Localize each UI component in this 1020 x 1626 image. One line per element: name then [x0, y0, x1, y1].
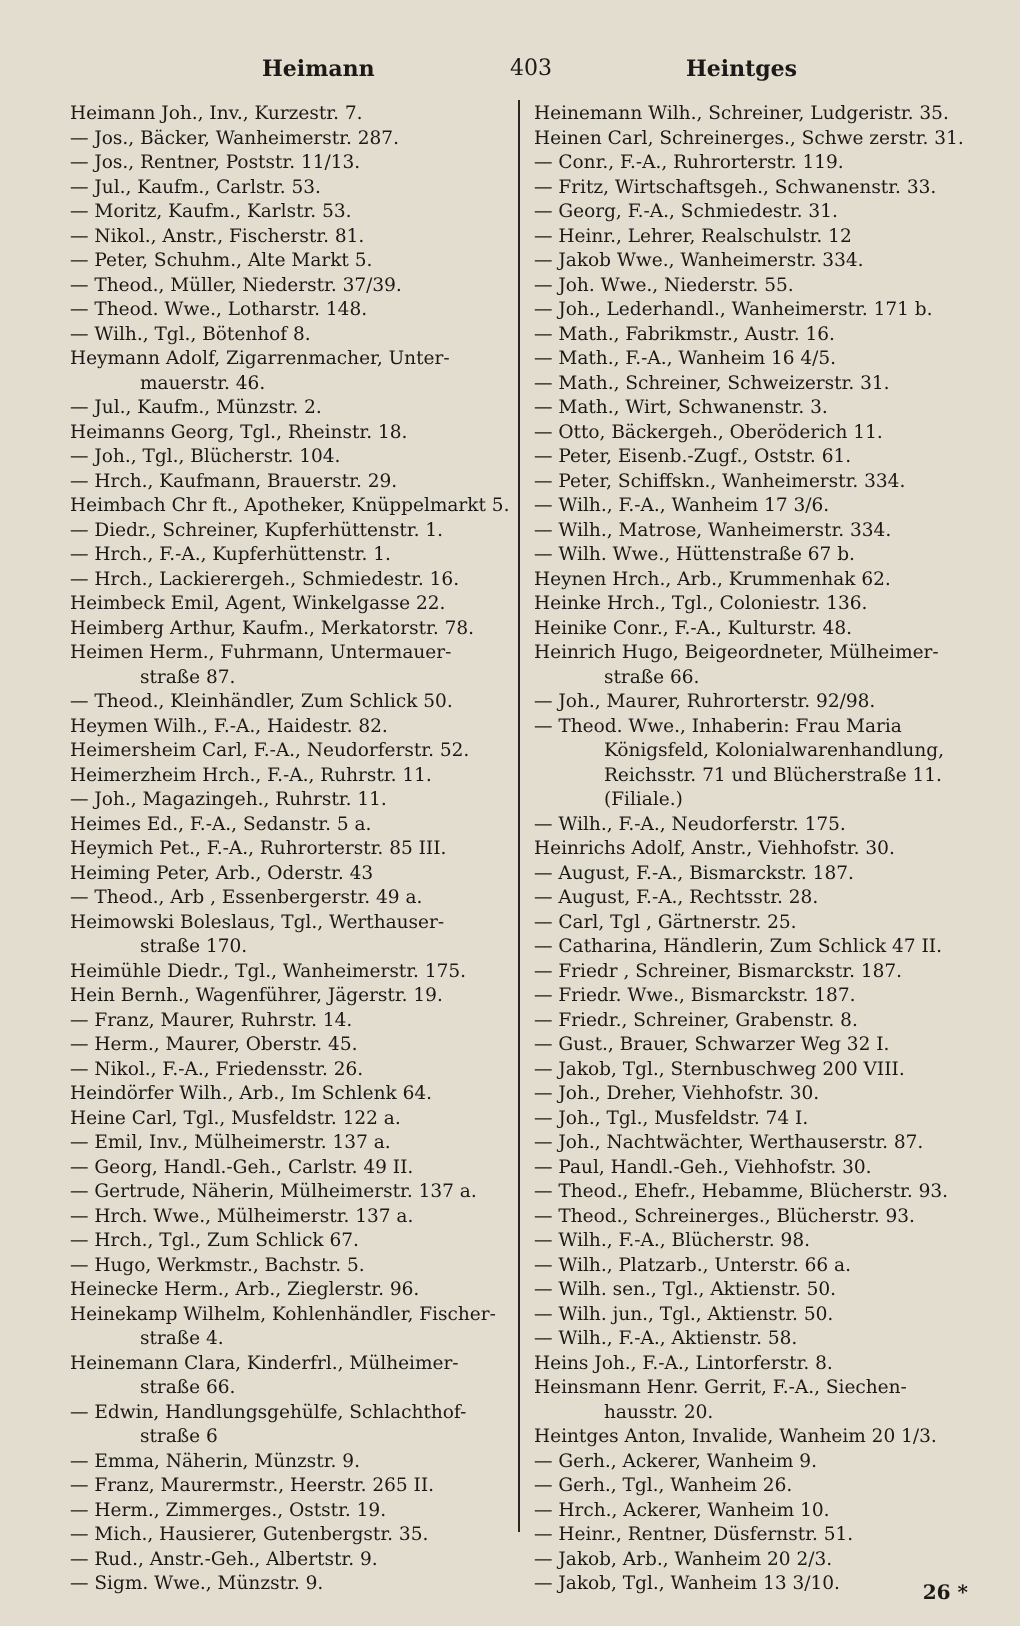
- entry-line: Heinke Hrch., Tgl., Coloniestr. 136.: [534, 593, 868, 614]
- directory-entry: [70, 1303, 500, 1352]
- entry-line: — Diedr., Schreiner, Kupferhüttenstr. 1.: [70, 519, 443, 541]
- entry-line: Heimowski Boleslaus, Tgl., Werthauser-: [70, 911, 445, 933]
- directory-entry: [70, 984, 500, 1009]
- entry-line: — Wilh., Platzarb., Unterstr. 66 a.: [534, 1254, 851, 1276]
- directory-entry: [70, 862, 500, 887]
- directory-entry: [70, 886, 500, 911]
- entry-line: — Joh., Tgl., Blücherstr. 104.: [70, 446, 341, 467]
- entry-line: — Otto, Bäckergeh., Oberöderich 11.: [534, 421, 883, 443]
- directory-entry: [534, 225, 970, 250]
- directory-entry: [534, 445, 970, 470]
- directory-entry: [534, 911, 970, 936]
- entry-line: — Gerh., Ackerer, Wanheim 9.: [534, 1450, 817, 1472]
- entry-line: — Rud., Anstr.-Geh., Albertstr. 9.: [70, 1548, 378, 1570]
- directory-entry: [70, 151, 500, 176]
- entry-line: — Gerh., Tgl., Wanheim 26.: [534, 1475, 793, 1496]
- entry-line: Heinrichs Adolf, Anstr., Viehhofstr. 30.: [534, 838, 895, 859]
- directory-entry: [70, 690, 500, 715]
- directory-entry: [534, 249, 970, 274]
- directory-entry: [534, 592, 970, 617]
- entry-line: — Joh., Dreher, Viehhofstr. 30.: [534, 1083, 820, 1104]
- directory-entry: [534, 1254, 970, 1279]
- entry-line: Heymann Adolf, Zigarrenmacher, Unter-: [70, 348, 450, 369]
- entry-line: Heimberg Arthur, Kaufm., Merkatorstr. 78.: [70, 617, 475, 639]
- directory-entry: [534, 519, 970, 544]
- directory-entry: [534, 298, 970, 323]
- entry-line: — Gertrude, Näherin, Mülheimerstr. 137 a.: [70, 1181, 477, 1202]
- entry-line: — Hrch. Wwe., Mülheimerstr. 137 a.: [70, 1205, 414, 1227]
- entry-line: — Jakob, Tgl., Wanheim 13 3/10.: [534, 1573, 840, 1594]
- entry-line: — Mich., Hausierer, Gutenbergstr. 35.: [70, 1524, 429, 1545]
- directory-entry: [534, 1156, 970, 1181]
- entry-line: — Catharina, Händlerin, Zum Schlick 47 II.: [534, 936, 942, 957]
- directory-entry: [534, 568, 970, 593]
- directory-entry: [70, 519, 500, 544]
- directory-entry: [534, 127, 970, 152]
- directory-entry: [70, 764, 500, 789]
- directory-entry: [70, 1156, 500, 1181]
- directory-entry: [70, 1499, 500, 1524]
- entry-continuation: mauerstr. 46.: [140, 372, 266, 394]
- directory-entry: [534, 1131, 970, 1156]
- directory-entry: [70, 176, 500, 201]
- entry-line: — Hrch., Lackierergeh., Schmiedestr. 16.: [70, 568, 460, 590]
- directory-entry: [534, 1352, 970, 1377]
- entry-line: — Heinr., Rentner, Düsfernstr. 51.: [534, 1524, 854, 1545]
- entry-line: Heintges Anton, Invalide, Wanheim 20 1/3.: [534, 1426, 937, 1447]
- entry-line: — Herm., Maurer, Oberstr. 45.: [70, 1034, 358, 1055]
- directory-entry: [70, 1401, 500, 1450]
- entry-line: Heimbeck Emil, Agent, Winkelgasse 22.: [70, 593, 446, 614]
- directory-entry: [70, 470, 500, 495]
- entry-line: — Wilh., F.-A., Aktienstr. 58.: [534, 1328, 798, 1349]
- directory-entry: [70, 102, 500, 127]
- entry-line: Heimanns Georg, Tgl., Rheinstr. 18.: [70, 421, 408, 443]
- page-number: 403: [510, 56, 552, 81]
- entry-line: — Theod., Arb , Essenbergerstr. 49 a.: [70, 887, 423, 908]
- entry-line: — Franz, Maurer, Ruhrstr. 14.: [70, 1009, 353, 1031]
- directory-entry: [534, 102, 970, 127]
- directory-entry: [534, 1009, 970, 1034]
- directory-entry: [70, 1082, 500, 1107]
- directory-entry: [534, 862, 970, 887]
- entry-line: — Jul., Kaufm., Münzstr. 2.: [70, 397, 322, 418]
- entry-line: — Theod., Ehefr., Hebamme, Blücherstr. 93.: [534, 1181, 949, 1202]
- entry-line: — Joh., Nachtwächter, Werthauserstr. 87.: [534, 1132, 924, 1153]
- directory-entry: [70, 1523, 500, 1548]
- directory-entry: [534, 470, 970, 495]
- entry-line: — Math., Schreiner, Schweizerstr. 31.: [534, 372, 890, 394]
- entry-line: — Jos., Bäcker, Wanheimerstr. 287.: [70, 127, 399, 149]
- entry-line: — Theod., Kleinhändler, Zum Schlick 50.: [70, 691, 453, 712]
- entry-line: Heynen Hrch., Arb., Krummenhak 62.: [534, 568, 891, 590]
- entry-line: — Hrch., Kaufmann, Brauerstr. 29.: [70, 470, 398, 492]
- entry-line: — August, F.-A., Bismarckstr. 187.: [534, 862, 854, 884]
- entry-line: — August, F.-A., Rechtsstr. 28.: [534, 887, 819, 908]
- entry-line: Heimühle Diedr., Tgl., Wanheimerstr. 175.: [70, 960, 467, 982]
- entry-line: Heimann Joh., Inv., Kurzestr. 7.: [70, 103, 363, 124]
- entry-line: — Friedr. Wwe., Bismarckstr. 187.: [534, 985, 856, 1006]
- entry-line: Hein Bernh., Wagenführer, Jägerstr. 19.: [70, 985, 443, 1006]
- directory-entry: [70, 347, 500, 396]
- entry-continuation: (Filiale.): [604, 789, 683, 810]
- entry-line: Heinekamp Wilhelm, Kohlenhändler, Fischer-: [70, 1303, 496, 1325]
- directory-entry: [70, 1229, 500, 1254]
- entry-line: — Peter, Schiffskn., Wanheimerstr. 334.: [534, 470, 906, 492]
- entry-line: — Wilh., F.-A., Neudorferstr. 175.: [534, 813, 846, 835]
- entry-continuation: straße 66.: [140, 1377, 236, 1398]
- entry-line: — Wilh., Matrose, Wanheimerstr. 334.: [534, 519, 892, 541]
- entry-line: — Hugo, Werkmstr., Bachstr. 5.: [70, 1254, 365, 1276]
- directory-entry: [534, 1229, 970, 1254]
- directory-entry: [70, 494, 510, 519]
- directory-entry: [534, 960, 970, 985]
- directory-entry: [70, 837, 500, 862]
- directory-entry: [534, 1082, 970, 1107]
- directory-entry: [70, 617, 500, 642]
- entry-line: — Emma, Näherin, Münzstr. 9.: [70, 1450, 360, 1472]
- entry-line: — Wilh., Tgl., Bötenhof 8.: [70, 323, 311, 345]
- entry-line: — Math., F.-A., Wanheim 16 4/5.: [534, 348, 837, 369]
- entry-line: — Georg, Handl.-Geh., Carlstr. 49 II.: [70, 1156, 414, 1178]
- entry-line: — Friedr , Schreiner, Bismarckstr. 187.: [534, 960, 903, 982]
- entry-line: Heimen Herm., Fuhrmann, Untermauer-: [70, 642, 452, 663]
- entry-line: — Gust., Brauer, Schwarzer Weg 32 I.: [534, 1034, 890, 1055]
- directory-entry: [534, 886, 970, 911]
- directory-entry: [70, 715, 500, 740]
- directory-entry: [70, 1033, 500, 1058]
- directory-entry: [70, 911, 500, 960]
- directory-entry: [70, 1009, 500, 1034]
- directory-entry: [534, 935, 970, 960]
- entry-line: Heins Joh., F.-A., Lintorferstr. 8.: [534, 1352, 833, 1374]
- entry-line: Heimes Ed., F.-A., Sedanstr. 5 a.: [70, 813, 372, 835]
- directory-entry: [534, 1523, 970, 1548]
- entry-line: — Theod. Wwe., Inhaberin: Frau Maria: [534, 715, 902, 737]
- entry-line: — Theod., Müller, Niederstr. 37/39.: [70, 274, 402, 296]
- entry-line: — Joh. Wwe., Niederstr. 55.: [534, 274, 794, 296]
- directory-entry: [534, 984, 970, 1009]
- entry-line: Heimersheim Carl, F.-A., Neudorferstr. 52.: [70, 740, 470, 761]
- directory-entry: [70, 1180, 500, 1205]
- entry-line: Heymen Wilh., F.-A., Haidestr. 82.: [70, 715, 388, 737]
- directory-entry: [534, 837, 970, 862]
- entry-line: Heymich Pet., F.-A., Ruhrorterstr. 85 III.: [70, 838, 447, 859]
- entry-continuation: straße 170.: [140, 936, 248, 957]
- entry-continuation: straße 6: [140, 1426, 218, 1447]
- header-right-keyword: Heintges: [686, 56, 798, 82]
- directory-entry: [70, 274, 500, 299]
- directory-entry: [534, 274, 970, 299]
- page-header: [70, 56, 950, 88]
- directory-entry: [70, 1548, 500, 1573]
- entry-line: — Wilh., F.-A., Blücherstr. 98.: [534, 1230, 810, 1251]
- directory-entry: [534, 690, 970, 715]
- directory-entry: [70, 788, 500, 813]
- directory-entry: [70, 568, 500, 593]
- directory-entry: [534, 1058, 970, 1083]
- entry-continuation: straße 87.: [140, 666, 236, 688]
- entry-line: — Moritz, Kaufm., Karlstr. 53.: [70, 201, 352, 222]
- entry-continuation: straße 66.: [604, 666, 700, 688]
- directory-entry: [534, 715, 970, 813]
- directory-entry: [534, 151, 970, 176]
- directory-entry: [534, 1376, 970, 1425]
- directory-entry: [70, 1474, 500, 1499]
- entry-line: — Fritz, Wirtschaftsgeh., Schwanenstr. 33.: [534, 176, 937, 198]
- entry-line: Heinen Carl, Schreinerges., Schwe zerstr. 31.: [534, 127, 964, 149]
- entry-continuation: hausstr. 20.: [604, 1401, 714, 1423]
- entry-line: — Hrch., F.-A., Kupferhüttenstr. 1.: [70, 544, 391, 565]
- directory-entry: [70, 1131, 500, 1156]
- entry-line: — Sigm. Wwe., Münzstr. 9.: [70, 1573, 324, 1594]
- directory-entry: [534, 396, 970, 421]
- entry-line: — Franz, Maurermstr., Heerstr. 265 II.: [70, 1475, 435, 1496]
- directory-entry: [534, 323, 970, 348]
- column-divider: [518, 100, 520, 1532]
- directory-entry: [534, 1107, 970, 1132]
- entry-line: Heimerzheim Hrch., F.-A., Ruhrstr. 11.: [70, 764, 432, 786]
- entry-line: Heinemann Clara, Kinderfrl., Mülheimer-: [70, 1352, 459, 1374]
- directory-entry: [70, 225, 500, 250]
- entry-line: — Theod., Schreinerges., Blücherstr. 93.: [534, 1205, 915, 1227]
- entry-line: Heine Carl, Tgl., Musfeldstr. 122 a.: [70, 1107, 401, 1129]
- directory-entry: [70, 1278, 500, 1303]
- entry-line: — Wilh. Wwe., Hüttenstraße 67 b.: [534, 544, 855, 565]
- entry-continuation: Reichsstr. 71 und Blücherstraße 11.: [604, 764, 942, 786]
- directory-entry: [534, 1033, 970, 1058]
- directory-entry: [70, 813, 500, 838]
- entry-line: — Nikol., Anstr., Fischerstr. 81.: [70, 225, 365, 247]
- entry-line: — Paul, Handl.-Geh., Viehhofstr. 30.: [534, 1156, 872, 1178]
- directory-entry: [70, 1107, 500, 1132]
- directory-entry: [70, 1352, 500, 1401]
- directory-entry: [70, 543, 500, 568]
- directory-entry: [70, 323, 500, 348]
- right-column: [534, 102, 970, 1597]
- entry-line: — Joh., Lederhandl., Wanheimerstr. 171 b.: [534, 299, 933, 320]
- directory-entry: [534, 1303, 970, 1328]
- entry-line: Heinike Conr., F.-A., Kulturstr. 48.: [534, 617, 852, 639]
- left-column: [70, 102, 510, 1597]
- entry-line: — Jakob, Tgl., Sternbuschweg 200 VIII.: [534, 1058, 905, 1080]
- entry-line: — Emil, Inv., Mülheimerstr. 137 a.: [70, 1132, 391, 1153]
- directory-entry: [534, 1450, 970, 1475]
- directory-entry: [70, 1058, 500, 1083]
- entry-line: — Joh., Maurer, Ruhrorterstr. 92/98.: [534, 691, 876, 712]
- entry-continuation: straße 4.: [140, 1328, 224, 1349]
- entry-line: — Nikol., F.-A., Friedensstr. 26.: [70, 1058, 364, 1080]
- directory-entry: [534, 1499, 970, 1524]
- entry-line: Heindörfer Wilh., Arb., Im Schlenk 64.: [70, 1083, 432, 1104]
- directory-entry: [534, 543, 970, 568]
- entry-line: — Carl, Tgl , Gärtnerstr. 25.: [534, 911, 797, 933]
- directory-entry: [70, 960, 500, 985]
- entry-continuation: Königsfeld, Kolonialwarenhandlung,: [604, 740, 944, 761]
- directory-entry: [534, 1425, 970, 1450]
- directory-entry: [70, 396, 500, 421]
- directory-entry: [70, 641, 500, 690]
- entry-line: — Jul., Kaufm., Carlstr. 53.: [70, 176, 321, 198]
- entry-line: — Georg, F.-A., Schmiedestr. 31.: [534, 201, 838, 222]
- directory-entry: [534, 372, 970, 397]
- directory-entry: [70, 421, 500, 446]
- directory-entry: [534, 1278, 970, 1303]
- directory-entry: [534, 641, 970, 690]
- entry-line: — Hrch., Tgl., Zum Schlick 67.: [70, 1230, 359, 1251]
- entry-line: — Herm., Zimmerges., Oststr. 19.: [70, 1499, 387, 1521]
- directory-entry: [534, 617, 970, 642]
- entry-line: — Wilh., F.-A., Wanheim 17 3/6.: [534, 495, 830, 516]
- entry-line: Heinemann Wilh., Schreiner, Ludgeristr. 35.: [534, 103, 949, 124]
- entry-line: — Peter, Schuhm., Alte Markt 5.: [70, 250, 373, 271]
- entry-line: Heiming Peter, Arb., Oderstr. 43: [70, 862, 374, 884]
- entry-line: — Math., Wirt, Schwanenstr. 3.: [534, 397, 828, 418]
- entry-line: — Wilh. jun., Tgl., Aktienstr. 50.: [534, 1303, 834, 1325]
- directory-entry: [534, 1180, 970, 1205]
- directory-entry: [534, 176, 970, 201]
- entry-line: — Friedr., Schreiner, Grabenstr. 8.: [534, 1009, 858, 1031]
- entry-line: — Wilh. sen., Tgl., Aktienstr. 50.: [534, 1279, 837, 1300]
- directory-entry: [70, 592, 500, 617]
- entry-line: — Edwin, Handlungsgehülfe, Schlachthof-: [70, 1401, 467, 1423]
- directory-entry: [534, 1327, 970, 1352]
- directory-entry: [534, 1572, 970, 1597]
- directory-entry: [534, 1205, 970, 1230]
- entry-line: Heinrich Hugo, Beigeordneter, Mülheimer-: [534, 642, 939, 663]
- directory-entry: [70, 739, 500, 764]
- entry-line: — Joh., Tgl., Musfeldstr. 74 I.: [534, 1107, 809, 1129]
- directory-entry: [534, 494, 970, 519]
- directory-entry: [534, 1548, 970, 1573]
- entry-line: Heimbach Chr ft., Apotheker, Knüppelmarkt 5.: [70, 495, 510, 516]
- entry-line: — Jos., Rentner, Poststr. 11/13.: [70, 152, 361, 173]
- directory-entry: [70, 1450, 500, 1475]
- entry-line: — Heinr., Lehrer, Realschulstr. 12: [534, 225, 852, 247]
- entry-line: — Math., Fabrikmstr., Austr. 16.: [534, 323, 835, 345]
- directory-entry: [70, 1205, 500, 1230]
- sheet-signature: 26 *: [922, 1580, 968, 1604]
- entry-line: Heinecke Herm., Arb., Zieglerstr. 96.: [70, 1279, 420, 1300]
- entry-line: — Joh., Magazingeh., Ruhrstr. 11.: [70, 789, 387, 810]
- directory-entry: [534, 200, 970, 225]
- entry-line: — Hrch., Ackerer, Wanheim 10.: [534, 1499, 830, 1521]
- directory-entry: [70, 127, 500, 152]
- directory-entry: [70, 200, 500, 225]
- directory-entry: [534, 421, 970, 446]
- directory-entry: [534, 347, 970, 372]
- directory-entry: [70, 1572, 500, 1597]
- directory-entry: [534, 813, 970, 838]
- header-left-keyword: Heimann: [262, 56, 375, 82]
- directory-entry: [70, 445, 500, 470]
- directory-entry: [534, 1474, 970, 1499]
- directory-entry: [70, 249, 500, 274]
- entry-line: — Theod. Wwe., Lotharstr. 148.: [70, 299, 368, 320]
- directory-entry: [70, 1254, 500, 1279]
- entry-line: — Jakob Wwe., Wanheimerstr. 334.: [534, 250, 864, 271]
- directory-entry: [70, 298, 500, 323]
- entry-line: Heinsmann Henr. Gerrit, F.-A., Siechen-: [534, 1377, 907, 1398]
- entry-line: — Peter, Eisenb.-Zugf., Oststr. 61.: [534, 446, 852, 467]
- entry-line: — Jakob, Arb., Wanheim 20 2/3.: [534, 1548, 833, 1570]
- entry-line: — Conr., F.-A., Ruhrorterstr. 119.: [534, 152, 844, 173]
